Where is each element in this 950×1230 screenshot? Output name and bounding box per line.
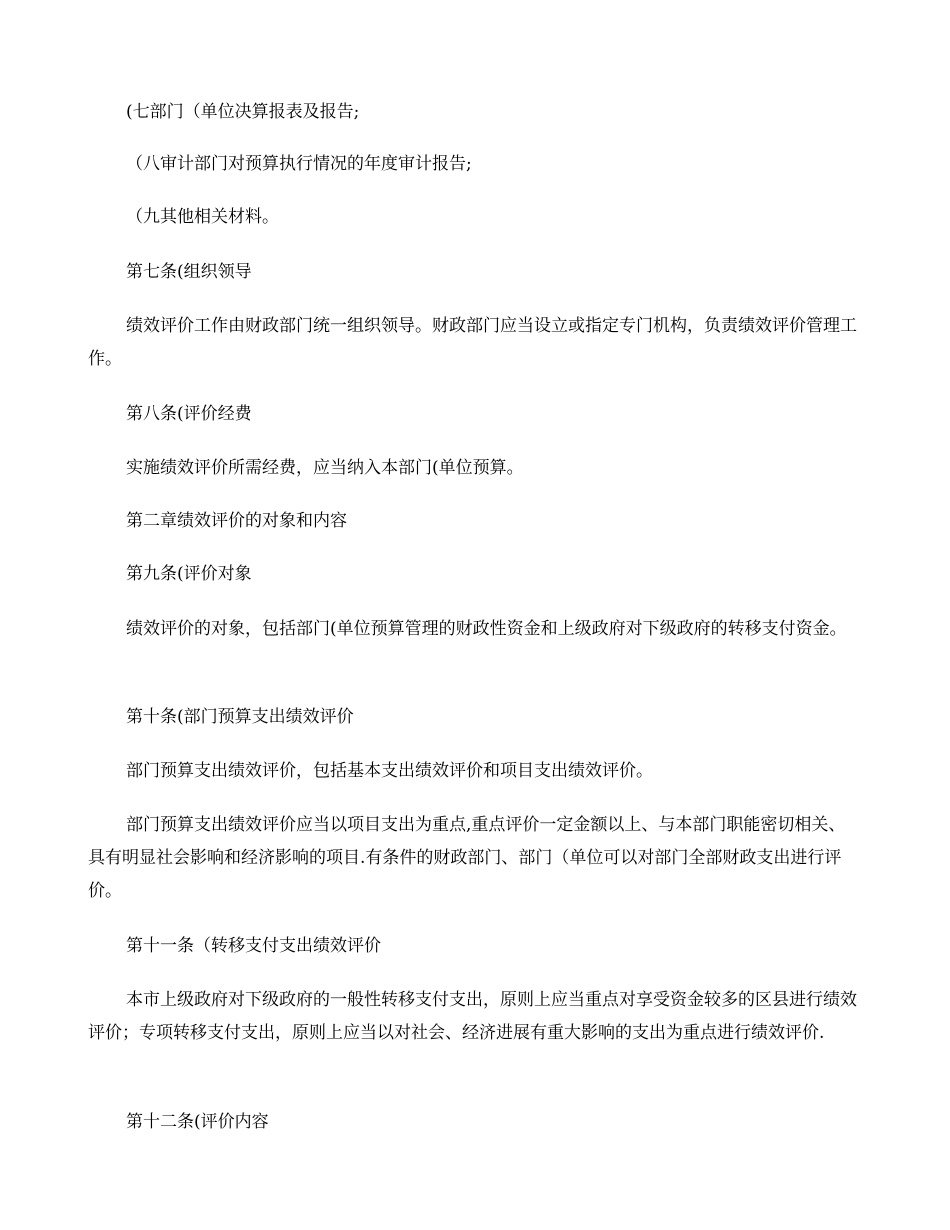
- article-9-heading: 第九条(评价对象: [126, 564, 252, 584]
- article-8-heading: 第八条(评价经费: [126, 404, 252, 424]
- article-10-body-1: 部门预算支出绩效评价，包括基本支出绩效评价和项目支出绩效评价。: [126, 761, 653, 781]
- article-10-heading: 第十条(部门预算支出绩效评价: [126, 707, 354, 727]
- paragraph-item-7: (七部门（单位决算报表及报告;: [126, 102, 360, 122]
- chapter-2-heading: 第二章绩效评价的对象和内容: [126, 511, 347, 531]
- article-7-body: 绩效评价工作由财政部门统一组织领导。财政部门应当设立或指定专门机构，负责绩效评价管理工作。: [88, 316, 857, 369]
- article-7-heading: 第七条(组织领导: [126, 262, 252, 282]
- paragraph-item-8: （八审计部门对预算执行情况的年度审计报告;: [126, 154, 472, 174]
- paragraph-item-9: （九其他相关材料。: [126, 207, 279, 227]
- article-11-body: 本市上级政府对下级政府的一般性转移支付支出，原则上应当重点对享受资金较多的区县进行绩效评价；专项转移支付支出，原则上应当以对社会、经济进展有重大影响的支出为重点进行绩效评价.: [88, 990, 857, 1043]
- article-10-body-2: 部门预算支出绩效评价应当以项目支出为重点,重点评价一定金额以上、与本部门职能密切相关、具有明显社会影响和经济影响的项目.有条件的财政部门、部门（单位可以对部门全部财政支出进行评价。: [88, 815, 846, 901]
- article-12-heading: 第十二条(评价内容: [126, 1112, 269, 1132]
- article-11-heading: 第十一条（转移支付支出绩效评价: [126, 936, 381, 956]
- article-8-body: 实施绩效评价所需经费，应当纳入本部门(单位预算。: [126, 458, 524, 478]
- article-9-body: 绩效评价的对象，包括部门(单位预算管理的财政性资金和上级政府对下级政府的转移支付资金。: [126, 619, 847, 639]
